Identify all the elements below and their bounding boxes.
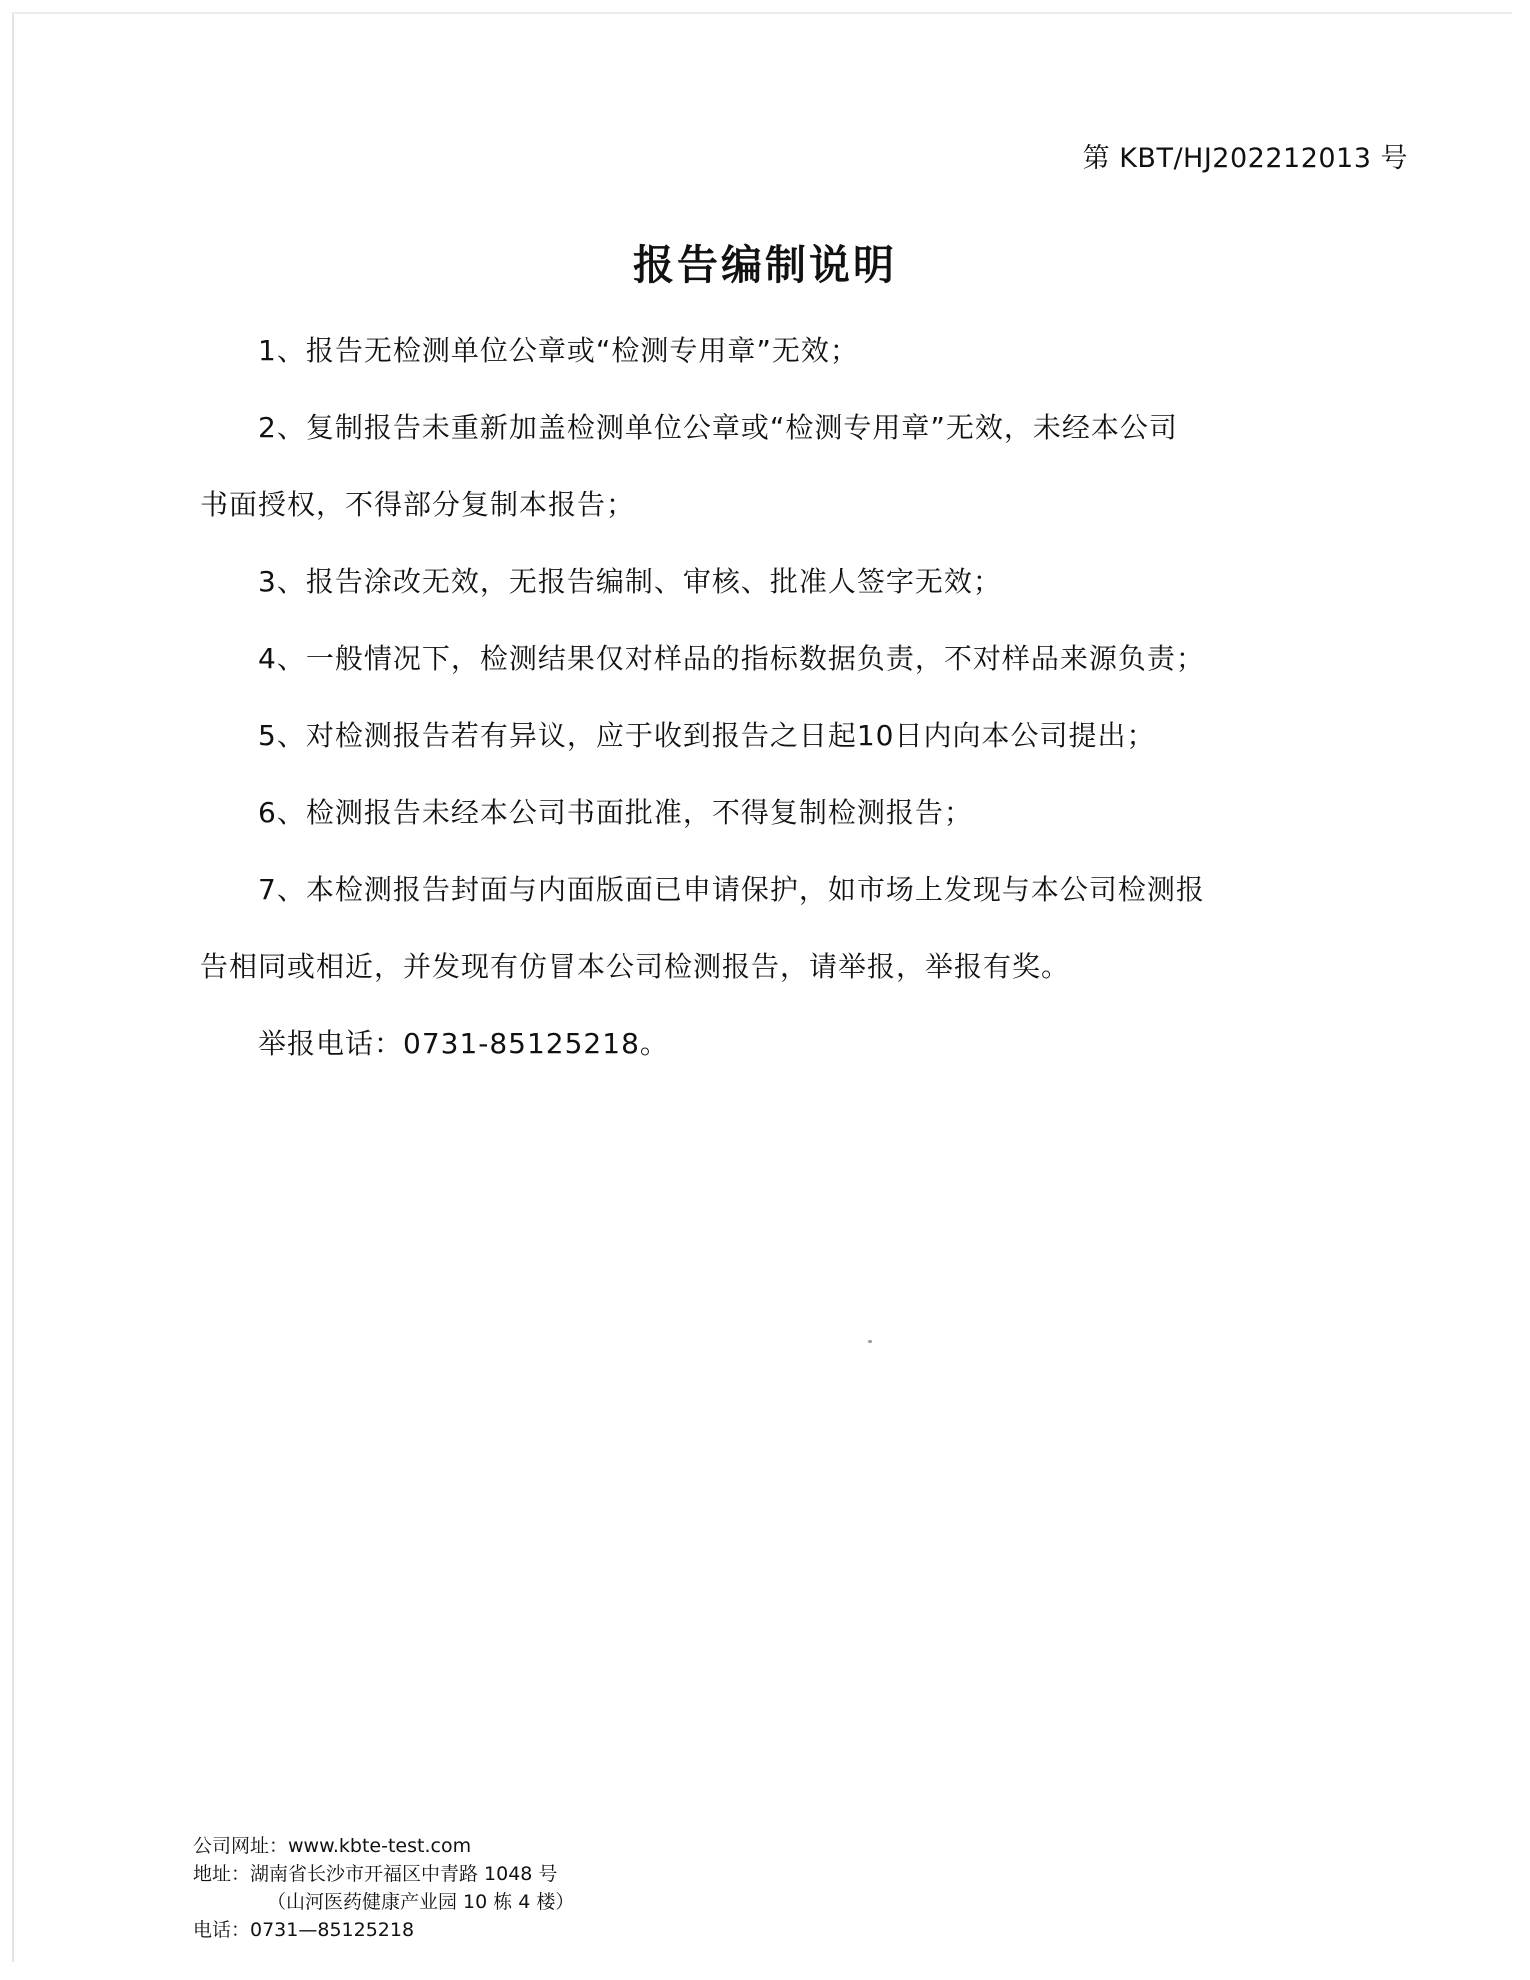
clause-2-line-2: 书面授权，不得部分复制本报告； (200, 488, 636, 521)
scan-speck (868, 1340, 872, 1343)
report-number: 第 KBT/HJ202212013 号 (1082, 143, 1408, 174)
clause-2-line-1: 2、复制报告未重新加盖检测单位公章或“检测专用章”无效，未经本公司 (258, 411, 1178, 444)
page-title: 报告编制说明 (633, 241, 897, 289)
clause-1 (200, 312, 1240, 389)
scan-edge-left (12, 12, 14, 1962)
clause-7-line-2: 告相同或相近，并发现有仿冒本公司检测报告，请举报，举报有奖。 (200, 950, 1071, 983)
footer-contact (193, 1832, 574, 1944)
footer-website: 公司网址：www.kbte-test.com (193, 1835, 472, 1857)
report-hotline (200, 1005, 1240, 1082)
report-hotline-text: 举报电话：0731-85125218。 (258, 1027, 669, 1060)
clause-3 (200, 543, 1240, 620)
clause-7 (200, 851, 1240, 1005)
footer-phone: 电话：0731—85125218 (193, 1919, 415, 1941)
clause-3-line-1: 3、报告涂改无效，无报告编制、审核、批准人签字无效； (258, 565, 1002, 598)
clause-6 (200, 774, 1240, 851)
clause-5 (200, 697, 1240, 774)
clause-4 (200, 620, 1240, 697)
clause-1-line-1: 1、报告无检测单位公章或“检测专用章”无效； (258, 334, 859, 367)
clause-5-line-1: 5、对检测报告若有异议，应于收到报告之日起10日内向本公司提出； (258, 719, 1156, 752)
scan-edge-top (12, 12, 1512, 14)
footer-address: 地址：湖南省长沙市开福区中青路 1048 号 (193, 1863, 558, 1885)
footer-address-detail: （山河医药健康产业园 10 栋 4 楼） (267, 1891, 575, 1913)
clause-4-line-1: 4、一般情况下，检测结果仅对样品的指标数据负责，不对样品来源负责； (258, 642, 1205, 675)
clause-6-line-1: 6、检测报告未经本公司书面批准，不得复制检测报告； (258, 796, 973, 829)
clause-2 (200, 389, 1240, 543)
clause-list (200, 312, 1240, 1082)
clause-7-line-1: 7、本检测报告封面与内面版面已申请保护，如市场上发现与本公司检测报 (258, 873, 1205, 906)
